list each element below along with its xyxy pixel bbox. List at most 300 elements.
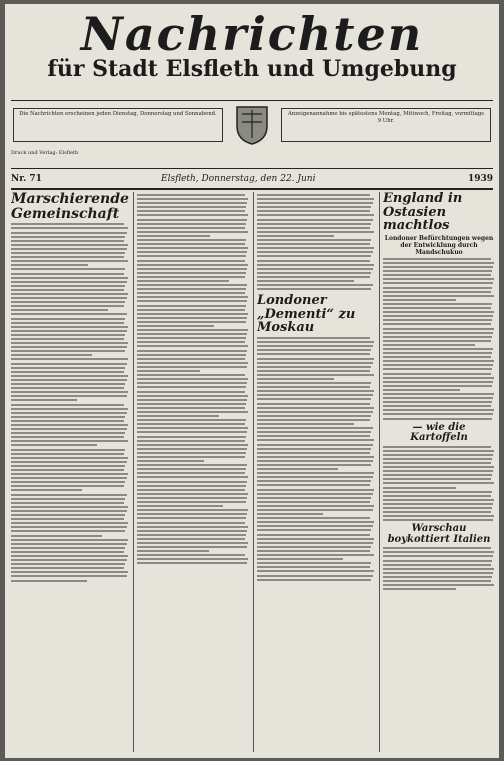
text-line	[257, 439, 374, 441]
text-line	[137, 534, 246, 536]
text-line	[137, 481, 247, 483]
text-line	[11, 469, 124, 471]
text-line	[257, 529, 371, 531]
info-box-right: Anzeigenannahme bis spätestens Montag, Mittwoch, Freitag, vormittags 9 Uhr.	[281, 108, 491, 142]
text-line	[11, 342, 128, 344]
text-line	[257, 398, 371, 400]
text-line	[257, 472, 374, 474]
text-line	[137, 509, 248, 511]
text-line	[137, 505, 223, 507]
text-line	[137, 550, 209, 552]
text-line	[257, 419, 370, 421]
text-line	[137, 333, 247, 335]
text-line	[11, 273, 124, 275]
text-line	[383, 446, 491, 448]
text-line	[11, 510, 127, 512]
text-line	[137, 444, 248, 446]
text-line	[257, 264, 374, 266]
text-line	[137, 493, 248, 495]
text-line	[383, 319, 492, 321]
text-line	[383, 491, 492, 493]
text-line	[11, 240, 124, 242]
text-line	[257, 546, 371, 548]
text-line	[137, 300, 247, 302]
text-line	[383, 303, 492, 305]
text-line	[11, 395, 127, 397]
dateline-rule-bottom	[11, 188, 493, 190]
text-line	[257, 370, 370, 372]
text-line	[137, 210, 245, 212]
text-line	[383, 580, 491, 582]
text-line	[257, 415, 371, 417]
text-line	[383, 352, 492, 354]
issue-number: Nr. 71	[11, 174, 42, 184]
text-line	[257, 251, 373, 253]
text-line	[11, 440, 128, 442]
text-line	[11, 391, 128, 393]
newspaper-page	[5, 4, 499, 758]
text-line	[137, 284, 247, 286]
text-line	[11, 354, 92, 356]
text-line	[11, 428, 127, 430]
text-line	[11, 383, 125, 385]
text-line	[383, 258, 491, 260]
text-line	[257, 525, 373, 527]
text-line	[383, 405, 491, 407]
text-line	[137, 354, 246, 356]
text-line	[383, 274, 491, 276]
text-line	[383, 373, 491, 375]
article-body-col2	[137, 194, 249, 564]
text-line	[383, 266, 493, 268]
text-line	[137, 325, 214, 327]
text-line	[383, 336, 492, 338]
text-line	[383, 295, 494, 297]
text-line	[11, 465, 125, 467]
text-line	[257, 566, 370, 568]
text-line	[137, 546, 247, 548]
text-line	[11, 567, 124, 569]
text-line	[383, 418, 492, 420]
text-line	[11, 244, 128, 246]
text-line	[137, 423, 245, 425]
text-line	[257, 464, 371, 466]
text-line	[11, 432, 125, 434]
text-line	[137, 452, 246, 454]
text-line	[257, 480, 371, 482]
text-line	[257, 497, 371, 499]
article-headline-col4: England in Ostasien machtlos	[383, 192, 463, 234]
text-line	[11, 580, 87, 582]
text-line	[257, 366, 371, 368]
text-line	[137, 403, 246, 405]
text-line	[11, 338, 124, 340]
masthead-subtitle: für Stadt Elsfleth und Umgebung	[47, 56, 457, 82]
text-line	[137, 358, 245, 360]
text-line	[257, 358, 374, 360]
text-line	[137, 411, 248, 413]
text-line	[383, 340, 491, 342]
text-line	[137, 456, 245, 458]
article-subheadline-col4: Londoner Befürchtungen wegen der Entwicklung durch Mandschukuo	[384, 234, 494, 256]
text-line	[383, 576, 492, 578]
text-line	[11, 404, 124, 406]
text-line	[257, 378, 334, 380]
text-line	[257, 276, 370, 278]
text-line	[137, 431, 247, 433]
dateline	[11, 172, 493, 186]
text-line	[257, 550, 370, 552]
article-body-col3b	[257, 337, 375, 581]
text-line	[257, 538, 374, 540]
text-line	[257, 476, 373, 478]
text-line	[11, 526, 127, 528]
text-line	[257, 431, 371, 433]
text-line	[383, 332, 493, 334]
text-line	[257, 194, 370, 196]
text-line	[383, 551, 494, 553]
text-line	[257, 570, 374, 572]
article-body-col1	[11, 223, 129, 581]
text-line	[383, 348, 493, 350]
text-line	[383, 413, 493, 415]
text-line	[137, 292, 245, 294]
text-line	[137, 321, 246, 323]
text-line	[137, 419, 246, 421]
text-line	[257, 542, 373, 544]
text-line	[11, 268, 125, 270]
text-line	[11, 461, 127, 463]
column-2	[137, 192, 249, 758]
text-line	[257, 243, 370, 245]
text-line	[11, 457, 128, 459]
text-line	[383, 515, 494, 517]
text-line	[257, 227, 370, 229]
publisher-line: Druck und Verlag: Elsfleth	[11, 150, 79, 156]
text-line	[257, 390, 374, 392]
text-line	[137, 399, 247, 401]
text-line	[137, 489, 245, 491]
text-line	[137, 198, 248, 200]
text-line	[137, 395, 248, 397]
article-body-col3a	[257, 194, 375, 290]
text-line	[257, 198, 374, 200]
text-line	[257, 337, 370, 339]
text-line	[137, 264, 248, 266]
text-line	[383, 287, 492, 289]
text-line	[257, 341, 374, 343]
article-headline-col3: Londoner „Dementi“ zu Moskau	[257, 293, 356, 336]
text-line	[383, 466, 494, 468]
text-line	[11, 473, 128, 475]
issue-year: 1939	[467, 174, 493, 184]
text-line	[11, 498, 125, 500]
text-line	[11, 358, 128, 360]
text-line	[383, 564, 491, 566]
text-line	[257, 386, 370, 388]
text-line	[257, 223, 371, 225]
text-line	[137, 223, 246, 225]
text-line	[137, 468, 246, 470]
text-line	[137, 554, 245, 556]
text-line	[11, 449, 125, 451]
text-line	[383, 572, 493, 574]
text-line	[11, 412, 127, 414]
text-line	[257, 562, 371, 564]
text-line	[257, 558, 343, 560]
text-line	[11, 563, 125, 565]
text-line	[257, 345, 373, 347]
text-line	[137, 522, 245, 524]
text-line	[257, 231, 374, 233]
text-line	[137, 538, 245, 540]
text-line	[257, 272, 371, 274]
text-line	[257, 517, 370, 519]
text-line	[257, 460, 373, 462]
text-line	[11, 555, 128, 557]
text-line	[383, 495, 491, 497]
text-line	[137, 247, 248, 249]
text-line	[11, 301, 125, 303]
text-line	[383, 560, 492, 562]
text-line	[383, 454, 493, 456]
text-line	[11, 530, 125, 532]
article-headline-col4-3: Warschau boykottiert Italien	[387, 523, 491, 545]
text-line	[11, 494, 127, 496]
text-line	[11, 322, 124, 324]
text-line	[11, 293, 128, 295]
column-rule	[253, 192, 254, 752]
text-line	[11, 285, 125, 287]
text-line	[383, 364, 493, 366]
text-line	[137, 231, 248, 233]
text-line	[11, 326, 128, 328]
text-line	[137, 345, 248, 347]
text-line	[137, 562, 247, 564]
text-line	[137, 194, 245, 196]
text-line	[11, 313, 127, 315]
text-line	[11, 522, 128, 524]
text-line	[383, 344, 475, 346]
text-line	[11, 571, 128, 573]
text-line	[137, 272, 246, 274]
text-line	[11, 453, 124, 455]
text-line	[257, 288, 371, 290]
text-line	[137, 214, 248, 216]
text-line	[11, 551, 124, 553]
text-line	[383, 474, 492, 476]
text-line	[257, 509, 373, 511]
text-line	[257, 452, 370, 454]
text-line	[257, 521, 374, 523]
text-line	[137, 329, 248, 331]
text-line	[11, 346, 127, 348]
text-line	[257, 468, 338, 470]
text-line	[11, 379, 127, 381]
text-line	[137, 341, 245, 343]
text-line	[11, 547, 125, 549]
text-line	[137, 317, 247, 319]
text-line	[137, 476, 248, 478]
text-line	[11, 309, 108, 311]
text-line	[383, 482, 494, 484]
text-line	[137, 260, 245, 262]
text-line	[137, 501, 246, 503]
text-line	[11, 387, 124, 389]
text-line	[383, 377, 494, 379]
text-line	[137, 378, 248, 380]
text-line	[137, 407, 245, 409]
text-line	[257, 427, 373, 429]
text-line	[383, 278, 494, 280]
text-line	[257, 435, 370, 437]
text-line	[257, 260, 370, 262]
text-line	[11, 252, 125, 254]
text-line	[257, 382, 371, 384]
issue-date: Elsfleth, Donnerstag, den 22. Juni	[161, 174, 316, 184]
text-line	[11, 416, 125, 418]
text-line	[383, 507, 492, 509]
text-line	[257, 534, 370, 536]
article-body-col4c	[383, 547, 495, 590]
article-headline-col1: Marschierende Gemeinschaft	[11, 192, 129, 222]
text-line	[383, 588, 456, 590]
text-line	[137, 313, 248, 315]
text-line	[11, 559, 127, 561]
text-line	[383, 584, 494, 586]
text-line	[257, 579, 371, 581]
text-line	[383, 291, 491, 293]
text-line	[137, 440, 245, 442]
text-line	[383, 462, 491, 464]
masthead-title: Nachrichten	[80, 7, 424, 61]
text-line	[257, 501, 370, 503]
text-line	[137, 370, 200, 372]
text-line	[257, 206, 371, 208]
text-line	[137, 415, 219, 417]
text-line	[11, 481, 125, 483]
text-line	[11, 367, 125, 369]
text-line	[11, 223, 124, 225]
text-line	[257, 362, 373, 364]
text-line	[257, 219, 373, 221]
text-line	[137, 436, 246, 438]
text-line	[257, 411, 373, 413]
text-line	[137, 255, 246, 257]
text-line	[383, 282, 493, 284]
text-line	[11, 420, 124, 422]
text-line	[383, 315, 493, 317]
text-line	[137, 337, 246, 339]
text-line	[137, 243, 245, 245]
text-line	[11, 260, 128, 262]
text-line	[137, 517, 246, 519]
text-line	[11, 236, 125, 238]
text-line	[137, 427, 248, 429]
text-line	[11, 371, 124, 373]
text-line	[257, 575, 373, 577]
text-line	[137, 391, 245, 393]
text-line	[383, 470, 493, 472]
text-line	[11, 363, 127, 365]
article-body-col4b	[383, 446, 495, 522]
text-line	[11, 489, 82, 491]
text-line	[11, 281, 127, 283]
text-line	[257, 353, 370, 355]
text-line	[383, 381, 493, 383]
text-line	[383, 360, 494, 362]
text-line	[383, 368, 492, 370]
text-line	[11, 408, 128, 410]
text-line	[11, 232, 127, 234]
column-rule	[133, 192, 134, 752]
text-line	[11, 444, 97, 446]
text-line	[383, 499, 494, 501]
text-line	[11, 264, 88, 266]
text-line	[383, 270, 492, 272]
text-line	[383, 299, 456, 301]
text-line	[137, 288, 246, 290]
text-line	[137, 558, 248, 560]
text-line	[11, 289, 124, 291]
text-line	[257, 202, 373, 204]
text-line	[257, 554, 374, 556]
text-line	[257, 407, 374, 409]
text-line	[137, 206, 246, 208]
text-line	[11, 502, 124, 504]
text-line	[257, 214, 374, 216]
text-line	[257, 374, 374, 376]
text-line	[137, 460, 204, 462]
text-line	[383, 503, 493, 505]
text-line	[137, 227, 245, 229]
text-line	[137, 464, 247, 466]
text-line	[11, 477, 127, 479]
dateline-rule-top	[11, 168, 493, 169]
text-line	[137, 350, 247, 352]
text-line	[11, 543, 127, 545]
text-line	[11, 375, 128, 377]
text-line	[137, 219, 247, 221]
text-line	[11, 506, 128, 508]
text-line	[257, 403, 370, 405]
text-line	[11, 305, 124, 307]
text-line	[137, 513, 247, 515]
text-line	[11, 256, 124, 258]
text-line	[137, 472, 245, 474]
text-line	[383, 478, 491, 480]
text-line	[137, 382, 247, 384]
text-line	[137, 280, 229, 282]
text-line	[11, 350, 125, 352]
article-headline-col4-2: — wie die Kartoffeln	[410, 421, 468, 444]
text-line	[257, 247, 374, 249]
text-line	[137, 305, 246, 307]
text-line	[137, 448, 247, 450]
text-line	[383, 328, 494, 330]
text-line	[11, 436, 124, 438]
text-line	[383, 262, 494, 264]
text-line	[137, 309, 245, 311]
text-line	[11, 318, 125, 320]
text-line	[137, 386, 246, 388]
text-line	[383, 568, 494, 570]
text-line	[11, 575, 127, 577]
text-line	[137, 235, 210, 237]
text-line	[257, 484, 370, 486]
text-line	[383, 307, 491, 309]
text-line	[383, 487, 456, 489]
